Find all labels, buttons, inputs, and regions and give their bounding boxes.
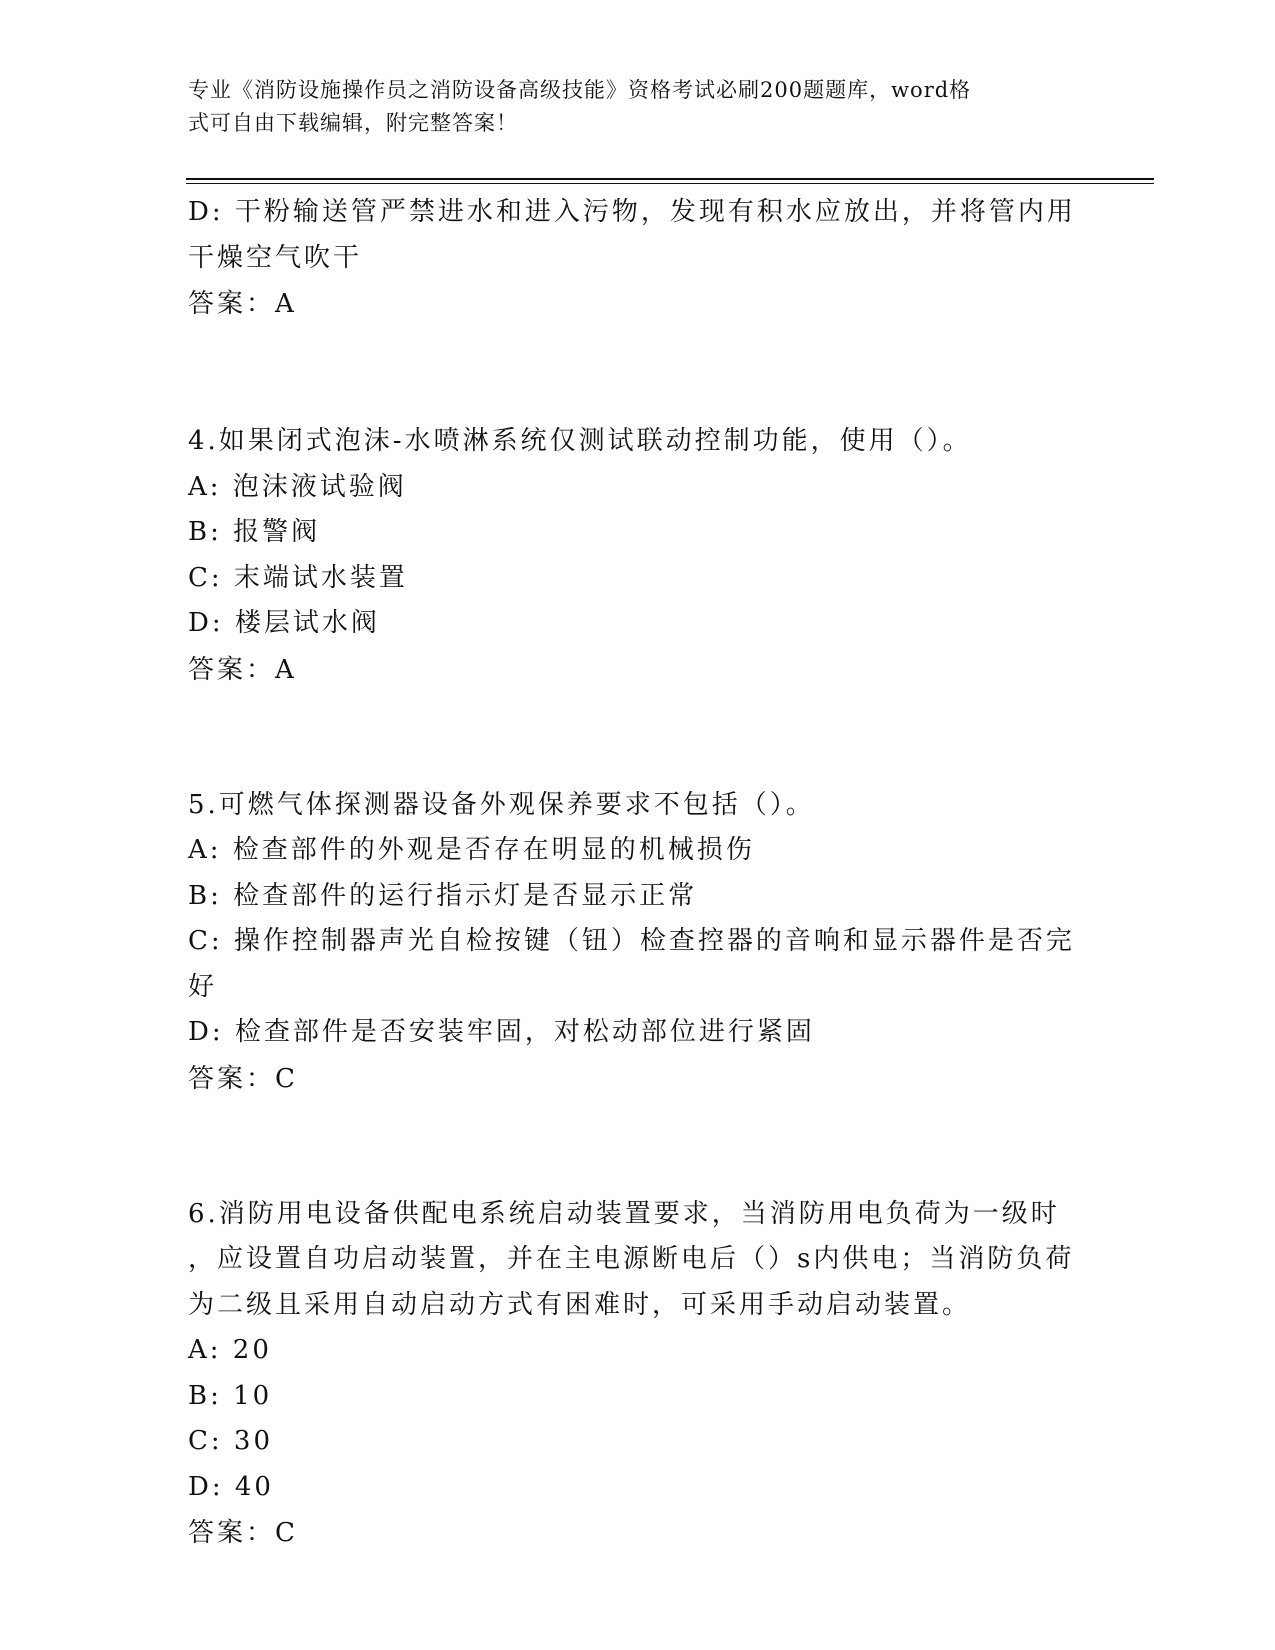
spacer (188, 327, 1088, 419)
option-a: A: 检查部件的外观是否存在明显的机械损伤 (188, 835, 755, 865)
header-rule-thin (186, 183, 1154, 184)
question-stem-continued: 为二级且采用自动启动方式有困难时，可采用手动启动装置。 (188, 1289, 972, 1320)
question-3-continued (188, 190, 1088, 327)
document-body (188, 190, 1088, 1556)
option-a: A: 泡沫液试验阀 (188, 471, 407, 502)
option-a: A: 20 (188, 1335, 272, 1365)
spacer (188, 1102, 1088, 1192)
option-d-continued: 干燥空气吹干 (188, 242, 363, 273)
question-stem: 5.可燃气体探测器设备外观保养要求不包括（）。 (188, 789, 815, 820)
option-d: D: 楼层试水阀 (188, 608, 380, 638)
header-rule-thick (186, 178, 1154, 180)
option-c: C: 30 (188, 1426, 274, 1456)
option-d: D: 40 (188, 1471, 274, 1502)
question-5 (188, 783, 1088, 1102)
option-c: C: 操作控制器声光自检按键（钮）检查控器的音响和显示器件是否完 (188, 926, 1075, 956)
question-4 (188, 419, 1088, 693)
option-b: B: 报警阀 (188, 517, 321, 547)
option-c-continued: 好 (188, 971, 218, 1002)
spacer (188, 693, 1088, 783)
question-stem-continued: ，应设置自功启动装置，并在主电源断电后（）s内供电；当消防负荷 (188, 1244, 1075, 1274)
header-line-1: 专业《消防设施操作员之消防设备高级技能》资格考试必刷200题题库，word格 (188, 78, 972, 102)
answer-line: 答案：C (188, 1063, 298, 1094)
option-c: C: 末端试水装置 (188, 562, 408, 593)
option-b: B: 检查部件的运行指示灯是否显示正常 (188, 880, 698, 911)
answer-line: 答案：A (188, 654, 297, 685)
answer-line: 答案：C (188, 1518, 298, 1548)
page-header (188, 74, 1088, 140)
question-6 (188, 1192, 1088, 1557)
question-stem: 6.消防用电设备供配电系统启动装置要求，当消防用电负荷为一级时 (188, 1198, 1060, 1229)
option-d: D: 干粉输送管严禁进水和进入污物，发现有积水应放出，并将管内用 (188, 197, 1076, 227)
header-line-2: 式可自由下载编辑，附完整答案！ (188, 111, 518, 135)
question-stem: 4.如果闭式泡沫-水喷淋系统仅测试联动控制功能，使用（）。 (188, 426, 972, 456)
option-d: D: 检查部件是否安装牢固，对松动部位进行紧固 (188, 1017, 815, 1047)
answer-line: 答案：A (188, 289, 297, 319)
option-b: B: 10 (188, 1380, 273, 1411)
